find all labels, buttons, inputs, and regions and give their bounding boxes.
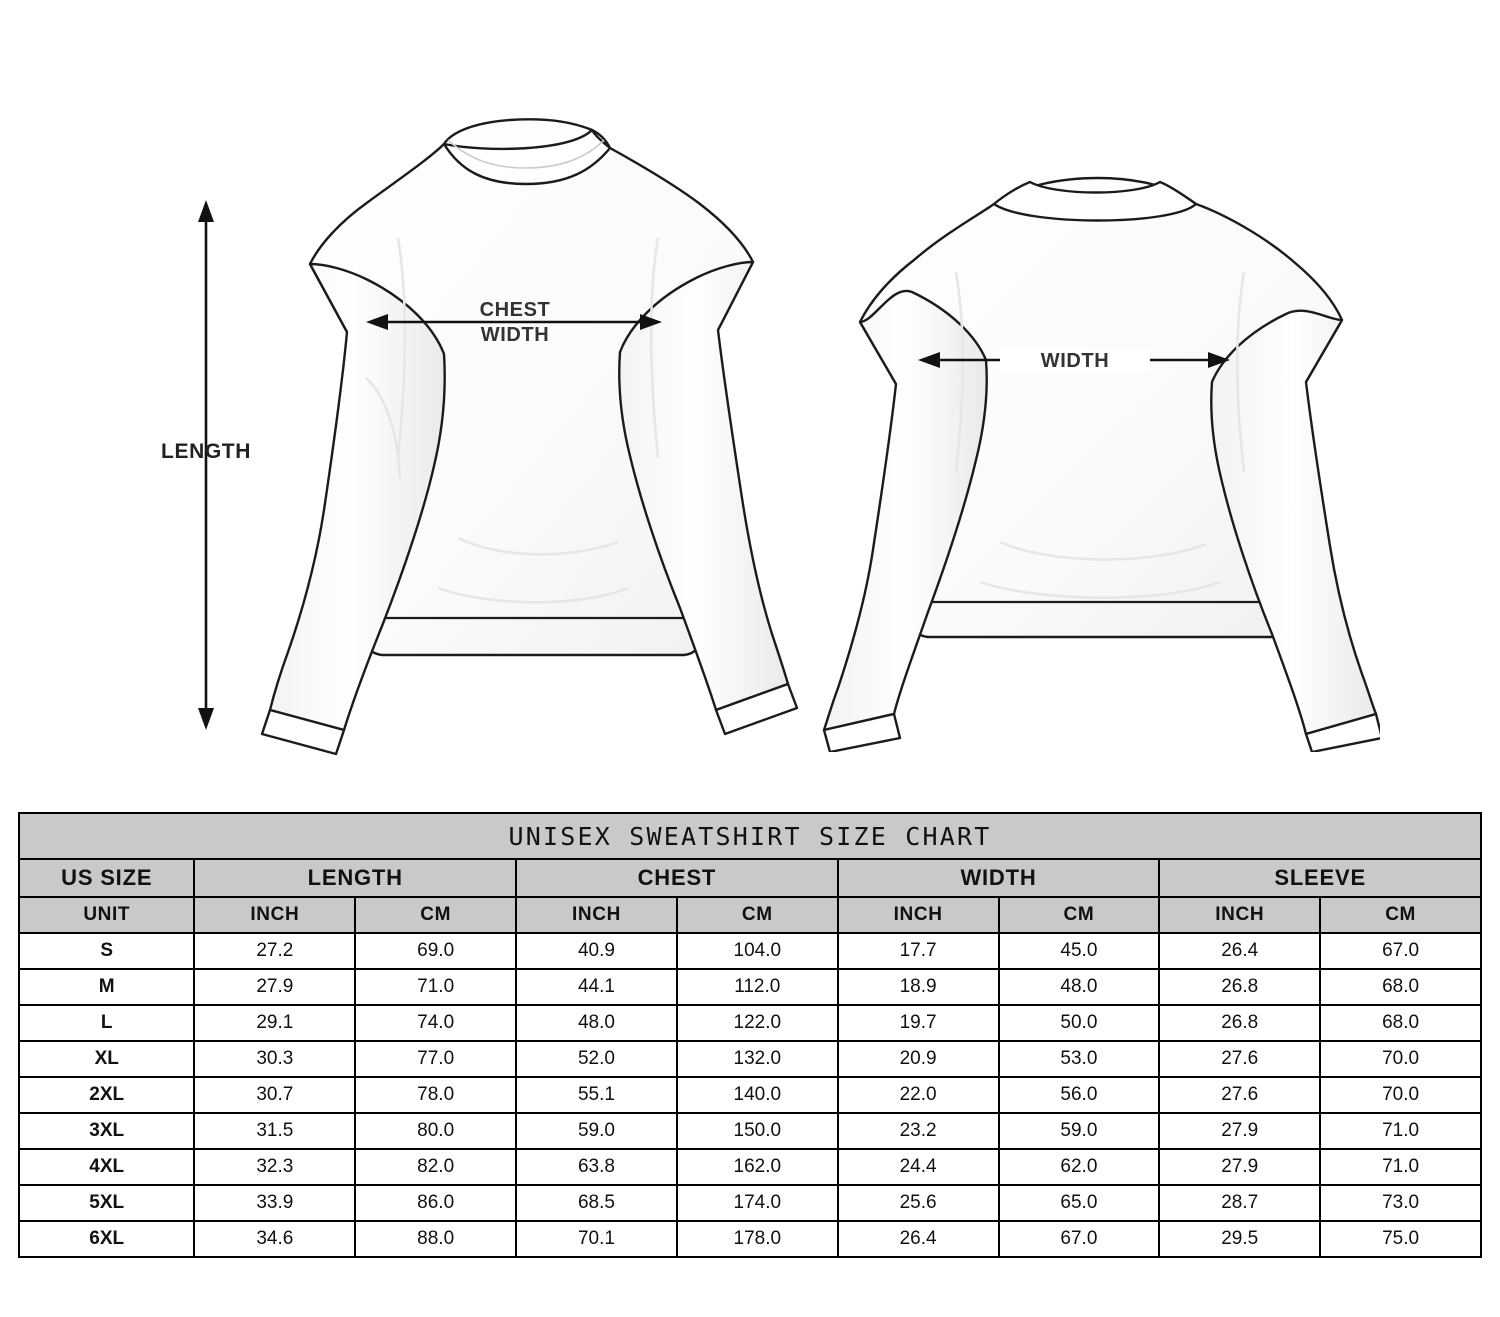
cell-width-cm: 62.0 — [999, 1149, 1160, 1185]
unit-width-inch: INCH — [838, 897, 999, 933]
cell-sleeve-inch: 27.6 — [1159, 1077, 1320, 1113]
cell-length-inch: 30.3 — [194, 1041, 355, 1077]
cell-length-inch: 29.1 — [194, 1005, 355, 1041]
cell-length-inch: 31.5 — [194, 1113, 355, 1149]
cell-chest-inch: 55.1 — [516, 1077, 677, 1113]
cell-sleeve-cm: 68.0 — [1320, 969, 1481, 1005]
cell-width-inch: 22.0 — [838, 1077, 999, 1113]
table-row — [19, 1041, 1481, 1077]
cell-sleeve-cm: 70.0 — [1320, 1077, 1481, 1113]
cell-width-inch: 18.9 — [838, 969, 999, 1005]
cell-chest-cm: 178.0 — [677, 1221, 838, 1257]
cell-sleeve-cm: 75.0 — [1320, 1221, 1481, 1257]
table-row — [19, 933, 1481, 969]
cell-chest-cm: 140.0 — [677, 1077, 838, 1113]
unit-length-inch: INCH — [194, 897, 355, 933]
unit-chest-inch: INCH — [516, 897, 677, 933]
cell-sleeve-inch: 27.9 — [1159, 1149, 1320, 1185]
cell-chest-cm: 104.0 — [677, 933, 838, 969]
cell-sleeve-cm: 68.0 — [1320, 1005, 1481, 1041]
unit-width-cm: CM — [999, 897, 1160, 933]
cell-size: XL — [19, 1041, 194, 1077]
cell-width-inch: 23.2 — [838, 1113, 999, 1149]
cell-length-inch: 30.7 — [194, 1077, 355, 1113]
sweatshirt-front-view — [248, 118, 818, 758]
cell-length-cm: 77.0 — [355, 1041, 516, 1077]
cell-width-cm: 53.0 — [999, 1041, 1160, 1077]
cell-length-inch: 27.9 — [194, 969, 355, 1005]
width-label: WIDTH — [1000, 350, 1150, 373]
cell-size: 2XL — [19, 1077, 194, 1113]
cell-width-inch: 17.7 — [838, 933, 999, 969]
cell-length-cm: 74.0 — [355, 1005, 516, 1041]
cell-width-inch: 24.4 — [838, 1149, 999, 1185]
chest-width-label-line2: WIDTH — [480, 324, 550, 346]
cell-length-inch: 33.9 — [194, 1185, 355, 1221]
cell-chest-inch: 48.0 — [516, 1005, 677, 1041]
unit-sleeve-inch: INCH — [1159, 897, 1320, 933]
cell-chest-cm: 132.0 — [677, 1041, 838, 1077]
cell-length-inch: 32.3 — [194, 1149, 355, 1185]
cell-sleeve-inch: 27.9 — [1159, 1113, 1320, 1149]
table-row — [19, 1185, 1481, 1221]
cell-size: 6XL — [19, 1221, 194, 1257]
table-row — [19, 1113, 1481, 1149]
cell-size: S — [19, 933, 194, 969]
table-row — [19, 1077, 1481, 1113]
cell-width-cm: 45.0 — [999, 933, 1160, 969]
cell-chest-cm: 174.0 — [677, 1185, 838, 1221]
group-header-us-size: US SIZE — [19, 859, 194, 897]
cell-length-cm: 88.0 — [355, 1221, 516, 1257]
cell-width-cm: 48.0 — [999, 969, 1160, 1005]
cell-size: 5XL — [19, 1185, 194, 1221]
cell-width-inch: 26.4 — [838, 1221, 999, 1257]
unit-chest-cm: CM — [677, 897, 838, 933]
cell-length-cm: 78.0 — [355, 1077, 516, 1113]
unit-length-cm: CM — [355, 897, 516, 933]
size-chart-table — [18, 812, 1482, 1258]
chart-title: UNISEX SWEATSHIRT SIZE CHART — [19, 813, 1481, 859]
group-header-chest: CHEST — [516, 859, 838, 897]
cell-length-inch: 27.2 — [194, 933, 355, 969]
table-row — [19, 1221, 1481, 1257]
cell-sleeve-cm: 67.0 — [1320, 933, 1481, 969]
cell-chest-inch: 68.5 — [516, 1185, 677, 1221]
unit-sleeve-cm: CM — [1320, 897, 1481, 933]
cell-length-cm: 82.0 — [355, 1149, 516, 1185]
cell-size: 4XL — [19, 1149, 194, 1185]
cell-chest-cm: 162.0 — [677, 1149, 838, 1185]
cell-chest-inch: 44.1 — [516, 969, 677, 1005]
cell-width-cm: 50.0 — [999, 1005, 1160, 1041]
cell-width-cm: 65.0 — [999, 1185, 1160, 1221]
cell-length-cm: 69.0 — [355, 933, 516, 969]
table-row — [19, 1005, 1481, 1041]
cell-sleeve-cm: 73.0 — [1320, 1185, 1481, 1221]
cell-sleeve-inch: 26.4 — [1159, 933, 1320, 969]
cell-size: 3XL — [19, 1113, 194, 1149]
cell-width-cm: 67.0 — [999, 1221, 1160, 1257]
cell-length-inch: 34.6 — [194, 1221, 355, 1257]
cell-size: L — [19, 1005, 194, 1041]
cell-chest-inch: 52.0 — [516, 1041, 677, 1077]
cell-chest-inch: 59.0 — [516, 1113, 677, 1149]
table-group-header-row — [19, 859, 1481, 897]
group-header-width: WIDTH — [838, 859, 1160, 897]
cell-sleeve-inch: 27.6 — [1159, 1041, 1320, 1077]
cell-chest-cm: 150.0 — [677, 1113, 838, 1149]
chest-width-label — [430, 298, 600, 348]
cell-width-cm: 59.0 — [999, 1113, 1160, 1149]
cell-sleeve-cm: 71.0 — [1320, 1113, 1481, 1149]
cell-sleeve-cm: 71.0 — [1320, 1149, 1481, 1185]
cell-width-inch: 25.6 — [838, 1185, 999, 1221]
cell-chest-inch: 40.9 — [516, 933, 677, 969]
cell-width-inch: 20.9 — [838, 1041, 999, 1077]
cell-width-inch: 19.7 — [838, 1005, 999, 1041]
cell-sleeve-inch: 26.8 — [1159, 969, 1320, 1005]
cell-sleeve-cm: 70.0 — [1320, 1041, 1481, 1077]
cell-length-cm: 80.0 — [355, 1113, 516, 1149]
cell-chest-inch: 70.1 — [516, 1221, 677, 1257]
cell-length-cm: 71.0 — [355, 969, 516, 1005]
length-dimension-arrow — [196, 200, 216, 730]
cell-chest-cm: 122.0 — [677, 1005, 838, 1041]
group-header-length: LENGTH — [194, 859, 516, 897]
unit-header-label: UNIT — [19, 897, 194, 933]
cell-sleeve-inch: 28.7 — [1159, 1185, 1320, 1221]
cell-chest-inch: 63.8 — [516, 1149, 677, 1185]
cell-sleeve-inch: 26.8 — [1159, 1005, 1320, 1041]
cell-chest-cm: 112.0 — [677, 969, 838, 1005]
size-chart-body — [19, 933, 1481, 1257]
group-header-sleeve: SLEEVE — [1159, 859, 1481, 897]
table-row — [19, 1149, 1481, 1185]
length-label: LENGTH — [161, 440, 251, 463]
sweatshirt-back-view — [820, 152, 1380, 752]
table-title-row — [19, 813, 1481, 859]
cell-sleeve-inch: 29.5 — [1159, 1221, 1320, 1257]
size-chart-container — [18, 812, 1482, 1258]
table-row — [19, 969, 1481, 1005]
cell-width-cm: 56.0 — [999, 1077, 1160, 1113]
cell-length-cm: 86.0 — [355, 1185, 516, 1221]
chest-width-label-line1: CHEST — [479, 299, 551, 321]
cell-size: M — [19, 969, 194, 1005]
table-unit-row — [19, 897, 1481, 933]
